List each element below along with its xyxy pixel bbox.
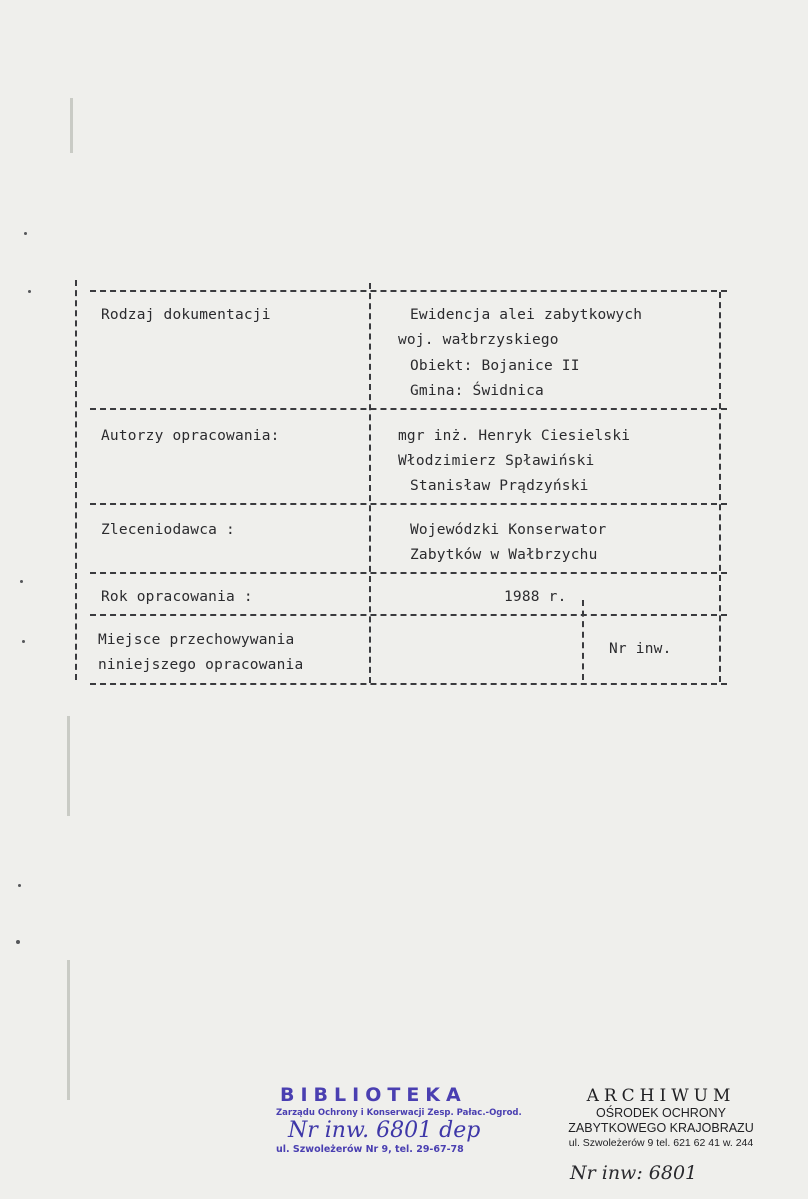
archive-stamp-line1: OŚRODEK OCHRONY: [596, 1106, 726, 1120]
library-stamp: [268, 1084, 522, 1164]
value-author-2: Włodzimierz Spławiński: [398, 453, 595, 469]
label-storage-1: Miejsce przechowywania: [98, 632, 295, 648]
table-rule: [75, 280, 77, 680]
value-object: Obiekt: Bojanice II: [410, 358, 580, 374]
library-stamp-line1: Zarządu Ochrony i Konserwacji Zesp. Pałac.-Ogrod.: [276, 1108, 522, 1118]
label-inventory-number: Nr inw.: [609, 641, 672, 657]
label-authors: Autorzy opracowania:: [101, 428, 280, 444]
value-commissioner-1: Wojewódzki Konserwator: [410, 522, 607, 538]
archive-stamp-title: ARCHIWUM: [586, 1086, 736, 1106]
table-rule: [90, 503, 727, 505]
value-author-1: mgr inż. Henryk Ciesielski: [398, 428, 631, 444]
archive-stamp: [556, 1086, 766, 1186]
table-rule: [90, 572, 727, 574]
table-rule: [90, 683, 727, 685]
archive-stamp-line2: ZABYTKOWEGO KRAJOBRAZU: [568, 1121, 754, 1135]
value-year: 1988 r.: [504, 589, 567, 605]
label-year: Rok opracowania :: [101, 589, 253, 605]
archive-stamp-address: ul. Szwoleżerów 9 tel. 621 62 41 w. 244: [568, 1137, 754, 1149]
table-rule: [719, 292, 721, 682]
table-rule: [90, 290, 727, 292]
library-stamp-line2: ul. Szwoleżerów Nr 9, tel. 29-67-78: [276, 1144, 464, 1155]
value-commissioner-2: Zabytków w Wałbrzychu: [410, 547, 598, 563]
label-commissioner: Zleceniodawca :: [101, 522, 235, 538]
label-storage-2: niniejszego opracowania: [98, 657, 304, 673]
library-stamp-title: BIBLIOTEKA: [280, 1084, 467, 1106]
label-document-type: Rodzaj dokumentacji: [101, 307, 271, 323]
table-rule: [90, 614, 727, 616]
table-rule: [90, 408, 727, 410]
paper-mark: [67, 960, 70, 1100]
paper-mark: [67, 716, 70, 816]
table-rule: [582, 600, 584, 680]
value-document-type-2: woj. wałbrzyskiego: [398, 332, 559, 348]
table-rule: [369, 283, 371, 683]
library-stamp-handwritten-number: Nr inw. 6801 dep: [288, 1118, 481, 1143]
value-author-3: Stanisław Prądzyński: [410, 478, 589, 494]
archive-stamp-handwritten-number: Nr inw: 6801: [570, 1162, 698, 1184]
value-municipality: Gmina: Świdnica: [410, 383, 544, 399]
value-document-type-1: Ewidencja alei zabytkowych: [410, 307, 643, 323]
